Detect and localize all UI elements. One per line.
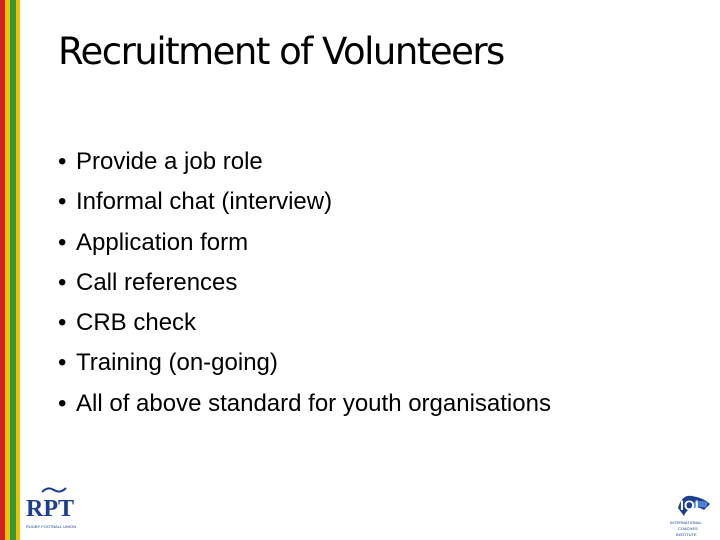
list-item <box>58 187 551 227</box>
bullet-glyph: • <box>58 349 67 377</box>
list-item <box>58 308 551 348</box>
ioi-logo-wordmark: IOI <box>680 497 699 513</box>
bullet-text: Informal chat (interview) <box>76 188 333 216</box>
ioi-logo-tagline-1: INTERNATIONAL <box>670 520 702 525</box>
bullet-glyph: • <box>58 309 67 337</box>
bullet-list <box>58 147 551 429</box>
rpt-logo-tagline: RUGBY FOOTBALL UNION <box>26 524 77 529</box>
bullet-text: Call references <box>76 268 238 296</box>
rpt-logo <box>22 480 86 540</box>
bullet-glyph: • <box>58 188 67 216</box>
bullet-glyph: • <box>58 268 67 296</box>
bullet-text: CRB check <box>76 309 197 337</box>
rpt-logo-swoosh <box>42 488 66 492</box>
bullet-text: All of above standard for youth organisations <box>76 389 551 417</box>
rpt-logo-wordmark: RPT <box>26 496 74 522</box>
ioi-logo-tagline-3: INSTITUTE <box>676 532 697 537</box>
list-item <box>58 389 551 429</box>
list-item <box>58 348 551 388</box>
stripe-yellow-2 <box>16 0 20 540</box>
ioi-logo <box>664 488 720 540</box>
bullet-text: Application form <box>76 228 249 256</box>
list-item <box>58 228 551 268</box>
ioi-logo-tagline-2: COACHES <box>678 526 698 531</box>
bullet-glyph: • <box>58 228 67 256</box>
slide-title: Recruitment of Volunteers <box>58 30 504 73</box>
list-item <box>58 147 551 187</box>
decorative-side-stripes <box>0 0 20 540</box>
bullet-glyph: • <box>58 148 67 175</box>
bullet-text: Provide a job role <box>76 148 263 175</box>
bullet-glyph: • <box>58 389 67 417</box>
list-item <box>58 268 551 308</box>
bullet-text: Training (on-going) <box>76 349 278 377</box>
